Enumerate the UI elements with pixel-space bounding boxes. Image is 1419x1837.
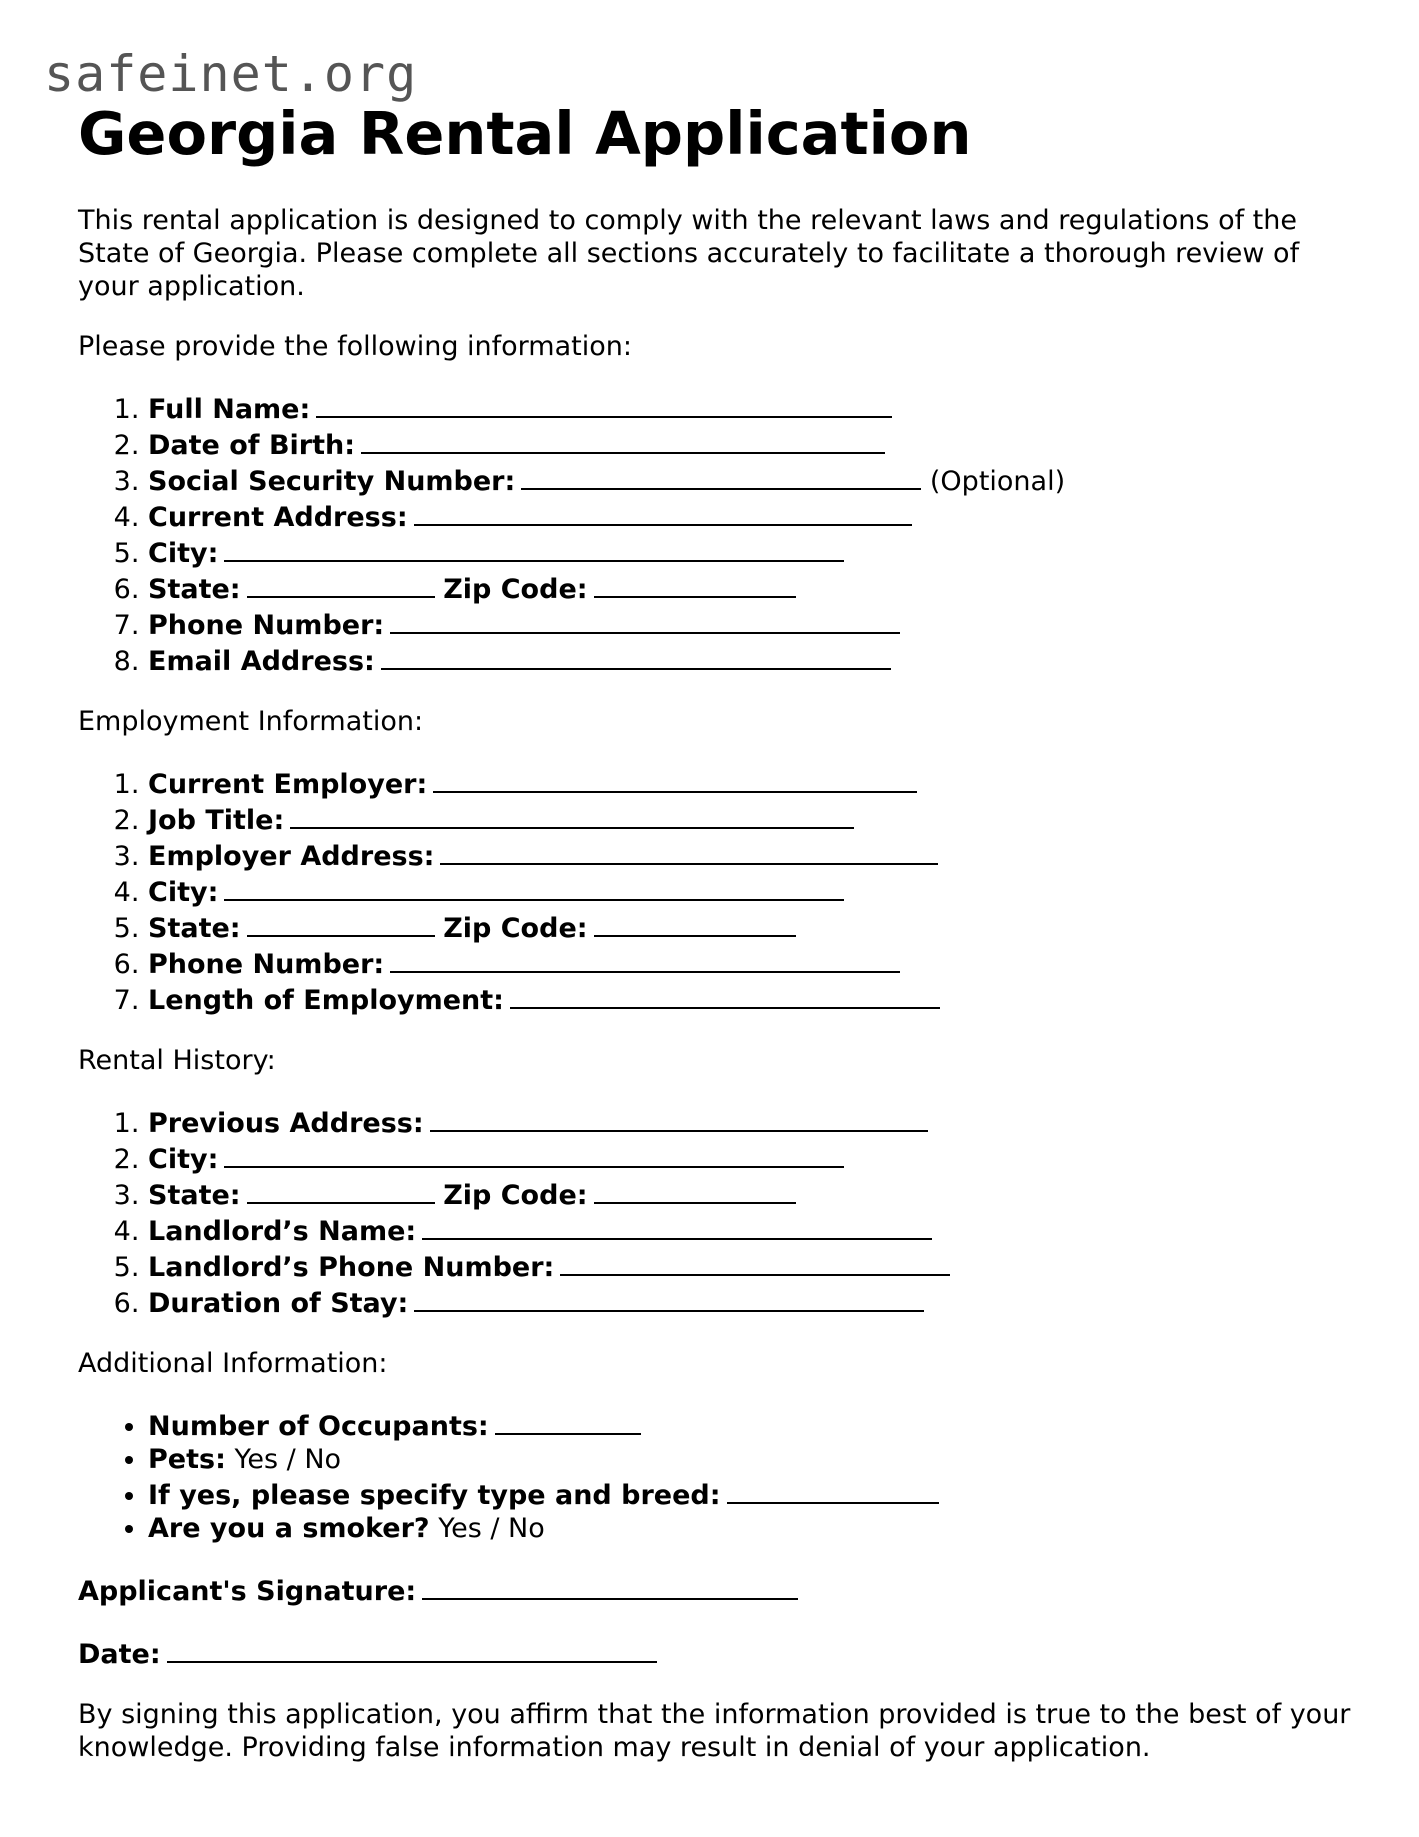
rental-city-field[interactable] bbox=[224, 1140, 844, 1168]
employment-info-list bbox=[78, 765, 1358, 1017]
signature-field[interactable] bbox=[422, 1572, 798, 1600]
list-item bbox=[148, 1248, 1358, 1284]
smoker-label: Are you a smoker? bbox=[148, 1513, 430, 1544]
list-item bbox=[148, 837, 1358, 873]
list-item bbox=[148, 873, 1358, 909]
list-item bbox=[148, 1443, 1358, 1476]
occupants-label: Number of Occupants: bbox=[148, 1411, 489, 1442]
closing-paragraph: By signing this application, you affirm that the information provided is true to the best of your knowledge. Providing false information may result in denial of your application. bbox=[78, 1699, 1351, 1763]
zip-field[interactable] bbox=[594, 570, 796, 598]
state-field[interactable] bbox=[247, 570, 435, 598]
phone-field[interactable] bbox=[390, 606, 900, 634]
current-address-label: Current Address: bbox=[148, 502, 408, 533]
list-item bbox=[148, 498, 1358, 534]
list-item bbox=[148, 981, 1358, 1017]
current-address-field[interactable] bbox=[414, 498, 912, 526]
employer-phone-label: Phone Number: bbox=[148, 949, 385, 980]
job-title-field[interactable] bbox=[290, 801, 854, 829]
employer-field[interactable] bbox=[433, 765, 917, 793]
additional-info-list bbox=[78, 1407, 1358, 1545]
list-item bbox=[148, 801, 1358, 837]
pets-options[interactable]: Yes / No bbox=[234, 1444, 342, 1475]
list-item bbox=[148, 1476, 1358, 1512]
landlord-name-label: Landlord’s Name: bbox=[148, 1216, 417, 1247]
ssn-label: Social Security Number: bbox=[148, 466, 516, 497]
employer-zip-field[interactable] bbox=[594, 909, 796, 937]
watermark: safeinet.org bbox=[44, 45, 418, 103]
employer-state-label: State: bbox=[148, 913, 241, 944]
list-item bbox=[148, 462, 1358, 498]
list-item bbox=[148, 765, 1358, 801]
signature-label: Applicant's Signature: bbox=[78, 1576, 417, 1607]
zip-label: Zip Code: bbox=[443, 574, 588, 605]
smoker-options[interactable]: Yes / No bbox=[438, 1513, 545, 1544]
employment-length-field[interactable] bbox=[510, 981, 940, 1009]
rental-state-label: State: bbox=[148, 1180, 241, 1211]
employer-city-label: City: bbox=[148, 877, 219, 908]
duration-field[interactable] bbox=[414, 1284, 924, 1312]
email-label: Email Address: bbox=[148, 646, 375, 677]
pets-label: Pets: bbox=[148, 1444, 226, 1475]
list-item bbox=[148, 1407, 1358, 1443]
pet-type-label: If yes, please specify type and breed: bbox=[148, 1480, 721, 1511]
job-title-label: Job Title: bbox=[148, 805, 285, 836]
employer-state-field[interactable] bbox=[247, 909, 435, 937]
list-item bbox=[148, 945, 1358, 981]
employer-label: Current Employer: bbox=[148, 769, 428, 800]
additional-heading: Additional Information: bbox=[78, 1348, 388, 1379]
list-item bbox=[148, 909, 1358, 945]
dob-field[interactable] bbox=[361, 426, 885, 454]
date-row bbox=[78, 1635, 1358, 1671]
email-field[interactable] bbox=[381, 642, 891, 670]
duration-label: Duration of Stay: bbox=[148, 1288, 409, 1319]
employer-phone-field[interactable] bbox=[390, 945, 900, 973]
landlord-name-field[interactable] bbox=[422, 1212, 932, 1240]
ssn-optional-note: (Optional) bbox=[929, 466, 1066, 497]
rental-state-field[interactable] bbox=[247, 1176, 435, 1204]
list-item bbox=[148, 1512, 1358, 1545]
list-item bbox=[148, 570, 1358, 606]
previous-address-field[interactable] bbox=[430, 1104, 928, 1132]
employer-address-label: Employer Address: bbox=[148, 841, 435, 872]
dob-label: Date of Birth: bbox=[148, 430, 356, 461]
list-item bbox=[148, 642, 1358, 678]
list-item bbox=[148, 1284, 1358, 1320]
list-item bbox=[148, 1140, 1358, 1176]
personal-heading: Please provide the following information: bbox=[78, 331, 632, 362]
city-field[interactable] bbox=[224, 534, 844, 562]
list-item bbox=[148, 390, 1358, 426]
previous-address-label: Previous Address: bbox=[148, 1108, 424, 1139]
list-item bbox=[148, 606, 1358, 642]
personal-info-list bbox=[78, 390, 1358, 678]
phone-label: Phone Number: bbox=[148, 610, 385, 641]
pet-type-field[interactable] bbox=[727, 1476, 939, 1504]
full-name-label: Full Name: bbox=[148, 394, 311, 425]
page-title: Georgia Rental Application bbox=[78, 99, 972, 168]
ssn-field[interactable] bbox=[521, 462, 921, 490]
rental-zip-field[interactable] bbox=[594, 1176, 796, 1204]
employment-length-label: Length of Employment: bbox=[148, 985, 504, 1016]
intro-paragraph: This rental application is designed to comply with the relevant laws and regulations of the State of Georgia. Please complete all sections accurately to facilitate a thorough review of your application. bbox=[78, 205, 1300, 302]
full-name-field[interactable] bbox=[316, 390, 892, 418]
city-label: City: bbox=[148, 538, 219, 569]
landlord-phone-field[interactable] bbox=[560, 1248, 950, 1276]
list-item bbox=[148, 1176, 1358, 1212]
date-label: Date: bbox=[78, 1639, 161, 1670]
employer-zip-label: Zip Code: bbox=[443, 913, 588, 944]
date-field[interactable] bbox=[167, 1635, 657, 1663]
rental-zip-label: Zip Code: bbox=[443, 1180, 588, 1211]
list-item bbox=[148, 1212, 1358, 1248]
signature-row bbox=[78, 1572, 1358, 1608]
employment-heading: Employment Information: bbox=[78, 706, 424, 737]
employer-address-field[interactable] bbox=[440, 837, 938, 865]
list-item bbox=[148, 534, 1358, 570]
list-item bbox=[148, 1104, 1358, 1140]
rental-heading: Rental History: bbox=[78, 1045, 276, 1076]
list-item bbox=[148, 426, 1358, 462]
employer-city-field[interactable] bbox=[224, 873, 844, 901]
occupants-field[interactable] bbox=[495, 1407, 641, 1435]
document-page bbox=[78, 96, 1358, 1764]
state-label: State: bbox=[148, 574, 241, 605]
rental-city-label: City: bbox=[148, 1144, 219, 1175]
landlord-phone-label: Landlord’s Phone Number: bbox=[148, 1252, 555, 1283]
rental-history-list bbox=[78, 1104, 1358, 1320]
